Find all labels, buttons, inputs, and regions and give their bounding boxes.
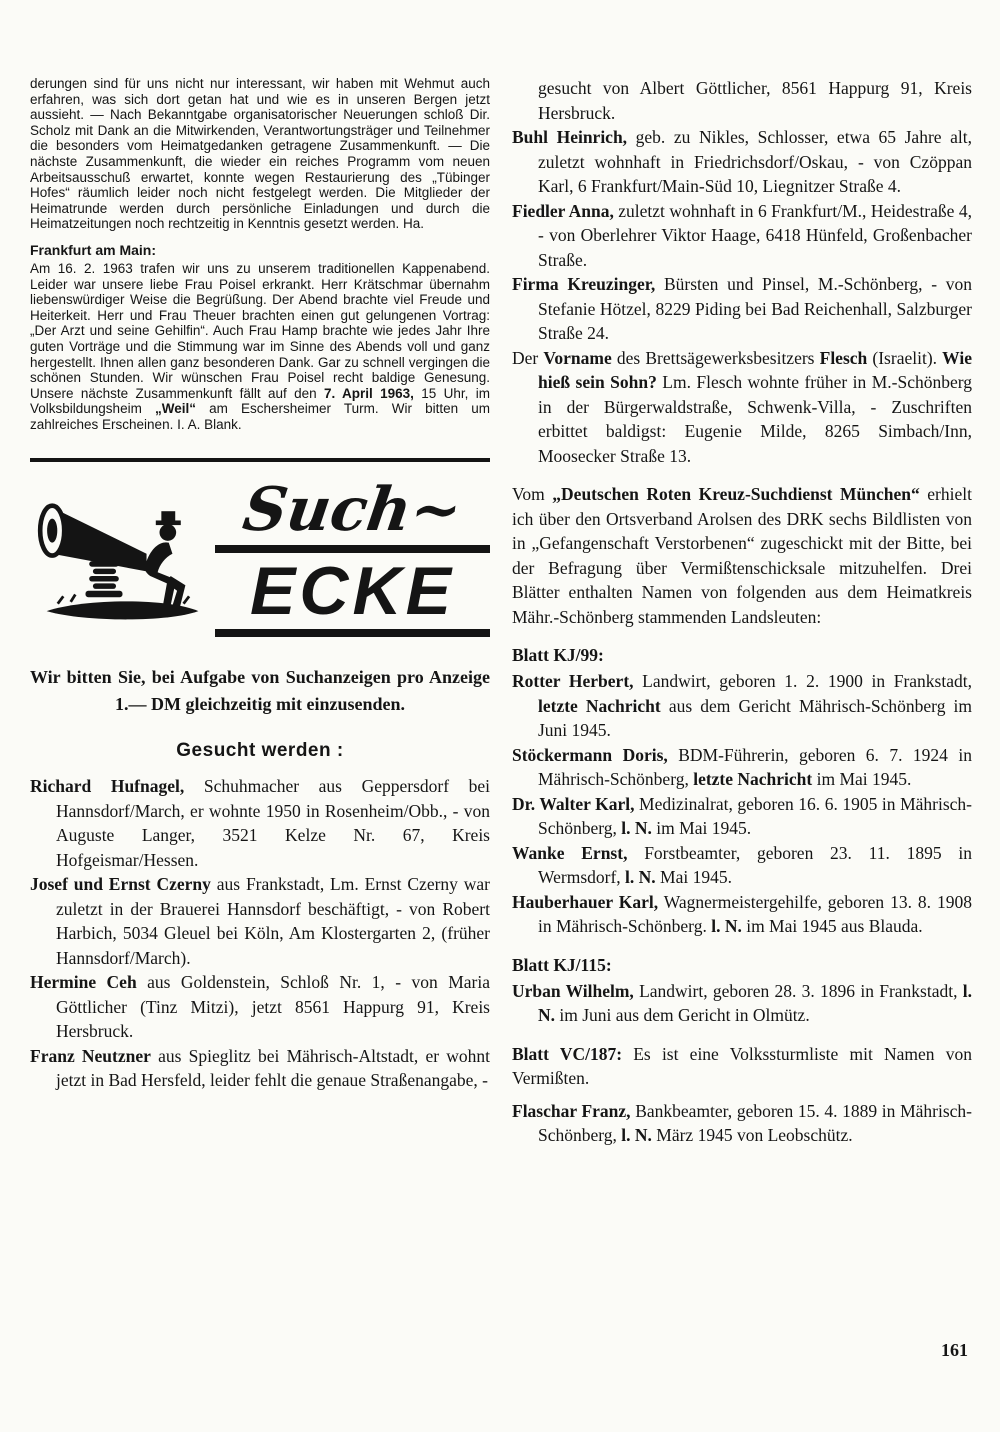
search-entry-kreuzinger: Firma Kreuzinger, Bürsten und Pinsel, M.-Schönberg, - von Stefanie Hötzel, 8229 Piding bei Bad Reichenhall, Salzburger Straße 24.	[512, 274, 972, 343]
page-number: 161	[941, 1340, 968, 1360]
blatt-kj115-heading: Blatt KJ/115:	[512, 954, 612, 975]
megaphone-man-illustration	[30, 476, 215, 638]
such-ecke-wordmark	[215, 476, 490, 640]
drk-suchdienst-paragraph: Vom „Deutschen Roten Kreuz-Suchdienst München“ erhielt ich über den Ortsverband Arolsen des DRK sechs Bildlisten von in „Gefangenschaft Verstorbenen“ zugeschickt mit der Bitte, bei der Befragung über Vermißtenschicksale mitzuhelfen. Drei Blätter enthalten Namen von folgenden aus dem Heimatkreis Mähr.-Schönberg stammenden Landsleuten:	[512, 484, 972, 627]
left-column	[30, 76, 490, 1093]
section-divider	[30, 458, 490, 462]
logo-word-ecke: ECKE	[250, 553, 455, 630]
list-entry-flaschar: Flaschar Franz, Bankbeamter, geboren 15. 4. 1889 in Mährisch-Schönberg, l. N. März 1945 von Leobschütz.	[512, 1100, 972, 1145]
submission-notice: Wir bitten Sie, bei Aufgabe von Suchanzeigen pro Anzeige 1.— DM gleichzeitig mit einzusenden.	[30, 667, 490, 715]
search-entry-czerny: Josef und Ernst Czerny aus Frankstadt, Lm. Ernst Czerny war zuletzt in der Brauerei Hannsdorf beschäftigt, - von Robert Harbich, 5034 Gleuel bei Köln, Am Klostergarten 2, (früher Hannsdorf/March).	[30, 874, 490, 968]
right-column	[512, 76, 972, 1148]
frankfurt-heading: Frankfurt am Main:	[30, 241, 157, 258]
logo-rule-top	[215, 545, 490, 553]
search-entry-ceh: Hermine Ceh aus Goldenstein, Schloß Nr. 1, - von Maria Göttlicher (Tinz Mitzi), jetzt 8561 Happurg 91, Kreis Hersbruck.	[30, 972, 490, 1042]
logo-word-such: Such~	[238, 475, 467, 546]
logo-rule-bottom	[215, 629, 490, 637]
blatt-kj99-heading: Blatt KJ/99:	[512, 645, 604, 665]
search-entry-buhl: Buhl Heinrich, geb. zu Nikles, Schlosser, etwa 65 Jahre alt, zuletzt wohnhaft in Friedrichsdorf/Oskau, - von Czöppan Karl, 6 Frankfurt/Main-Süd 10, Liegnitzer Straße 4.	[512, 127, 972, 196]
frankfurt-paragraph: Am 16. 2. 1963 trafen wir uns zu unserem traditionellen Kappenabend. Leider war unsere liebe Frau Poisel erkrankt. Herr Krätschmar übernahm liebenswürdiger Weise die Begrüßung. Der Abend brachte viel Freude und Heiterkeit. Herr und Frau Theuer brachten einen gut gelungenen Vortrag: „Der Arzt und seine Gehilfin“. Auch Frau Hamp brachte wie jedes Jahr Ihre guten Vorträge und die Stimmung war im Sinne des Abends voll und ganz hergestellt. Ihnen allen ganz besonderen Dank. Gar zu schnell vergingen die schönen Stunden. Wir wünschen Frau Poisel recht baldige Genesung. Unsere nächste Zusammenkunft fällt auf den 7. April 1963, 15 Uhr, im Volksbildungsheim „Weil“ am Eschersheimer Turm. Wir bitten um zahlreiches Erscheinen. I. A. Blank.	[30, 260, 490, 432]
search-entry-flesch: Der Vorname des Brettsägewerksbesitzers Flesch (Israelit). Wie hieß sein Sohn? Lm. Flesch wohnte früher in M.-Schönberg in der Bürgerwaldstraße, Schwenk-Villa, - Zuschriften erbittet baldigst: Eugenie Milde, 8265 Simbach/Inn, Moosecker Straße 13.	[512, 347, 972, 466]
search-entry-continuation: gesucht von Albert Göttlicher, 8561 Happurg 91, Kreis Hersbruck.	[538, 78, 972, 123]
list-entry-walter: Dr. Walter Karl, Medizinalrat, geboren 16. 6. 1905 in Mährisch-Schönberg, l. N. im Mai 1945.	[512, 793, 972, 838]
list-entry-urban: Urban Wilhelm, Landwirt, geboren 28. 3. 1896 in Frankstadt, l. N. im Juni aus dem Gericht in Olmütz.	[512, 980, 972, 1025]
such-ecke-logo	[30, 476, 490, 640]
list-entry-stoeckermann: Stöckermann Doris, BDM-Führerin, geboren 6. 7. 1924 in Mährisch-Schönberg, letzte Nachricht im Mai 1945.	[512, 744, 972, 789]
list-entry-rotter: Rotter Herbert, Landwirt, geboren 1. 2. 1900 in Frankstadt, letzte Nachricht aus dem Gericht Mährisch-Schönberg im Juni 1945.	[512, 671, 972, 740]
intro-paragraph: derungen sind für uns nicht nur interessant, wir haben mit Wehmut auch erfahren, was sich dort getan hat und wie es in unseren Bergen jetzt aussieht. — Nach Bekanntgabe organisatorischer Neuerungen schloß Dir. Scholz mit Dank an die Mitwirkenden, Verantwortungsträger und Teilnehmer die besonders vom Heimatgedanken getragene Zusammenkunft. — Die nächste Zusammenkunft, die wieder ein reiches Programm vom neuen Arbeitsausschuß erwartet, konnte wegen Restaurierung des „Tübinger Hofes“ räumlich leider noch nicht festgelegt werden. Die Mitglieder der Heimatrunde werden durch persönliche Einladungen und durch die Heimatzeitungen noch rechtzeitig in Kenntnis gesetzt werden. Ha.	[30, 76, 490, 232]
search-entry-fiedler: Fiedler Anna, zuletzt wohnhaft in 6 Frankfurt/M., Heidestraße 4, - von Oberlehrer Viktor Haage, 6418 Hünfeld, Großenbacher Straße.	[512, 200, 972, 270]
gesucht-werden-heading: Gesucht werden :	[176, 740, 344, 762]
search-entry-hufnagel: Richard Hufnagel, Schuhmacher aus Geppersdorf bei Hannsdorf/March, er wohnte 1950 in Rosenheim/Obb., - von Auguste Langer, 3521 Kelze Nr. 67, Kreis Hofgeismar/Hessen.	[30, 776, 490, 870]
search-entry-neutzner: Franz Neutzner aus Spieglitz bei Mährisch-Altstadt, er wohnt jetzt in Bad Hersfeld, leider fehlt die genaue Straßenangabe, -	[30, 1045, 490, 1091]
list-entry-hauberhauer: Hauberhauer Karl, Wagnermeistergehilfe, geboren 13. 8. 1908 in Mährisch-Schönberg. l. N. im Mai 1945 aus Blauda.	[512, 891, 972, 936]
list-entry-wanke: Wanke Ernst, Forstbeamter, geboren 23. 11. 1895 in Wermsdorf, l. N. Mai 1945.	[512, 842, 972, 887]
blatt-vc187-paragraph: Blatt VC/187: Es ist eine Volkssturmliste mit Namen von Vermißten.	[512, 1043, 972, 1088]
